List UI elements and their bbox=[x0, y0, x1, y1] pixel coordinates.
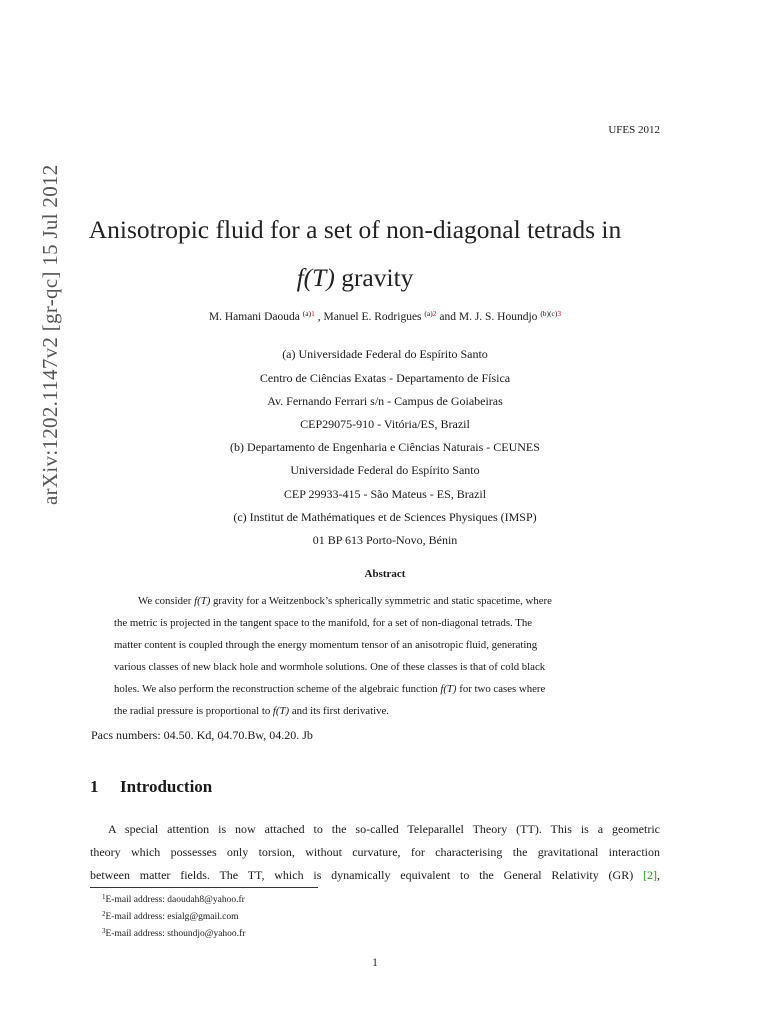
abstract-line bbox=[114, 679, 630, 701]
abstract-text: for two cases where bbox=[456, 682, 546, 695]
author-2-name: , Manuel E. Rodrigues bbox=[317, 311, 422, 323]
abstract-text: and its first derivative. bbox=[289, 704, 389, 717]
abstract-math: f(T) bbox=[194, 595, 211, 607]
affiliation-line: (a) Universidade Federal do Espírito Santo bbox=[282, 347, 488, 361]
abstract-math: f(T) bbox=[272, 704, 290, 717]
footnote bbox=[102, 924, 245, 941]
paper-title-line-2 bbox=[60, 263, 650, 293]
body-line: A special attention is now attached to the so-called Teleparallel Theory (TT). This is a geometric bbox=[108, 822, 660, 836]
body-line bbox=[90, 864, 660, 887]
abstract-body bbox=[114, 591, 630, 722]
author-1-footnote-mark[interactable]: 1 bbox=[311, 309, 315, 318]
author-list bbox=[60, 309, 710, 323]
abstract-text: holes. We also perform the reconstruction scheme of the algebraic function bbox=[114, 682, 441, 695]
author-1-name: M. Hamani Daouda bbox=[208, 311, 300, 323]
abstract-text: gravity for a Weitzenbock’s spherically symmetric and static spacetime, where bbox=[210, 595, 552, 607]
author-2-marks bbox=[424, 309, 436, 318]
author-2-affil: (a) bbox=[424, 309, 433, 318]
abstract-line bbox=[114, 701, 630, 723]
body-text: between matter fields. The TT, which is dynamically equivalent to the General Relativity (GR) bbox=[90, 867, 643, 882]
footnote-rule bbox=[90, 887, 318, 888]
author-3-affil: (b)(c) bbox=[540, 309, 558, 318]
page-number: 1 bbox=[372, 957, 378, 969]
footnote-text: E-mail address: esialg@gmail.com bbox=[105, 912, 239, 922]
abstract-line: various classes of new black hole and wormhole solutions. One of these classes is that of cold black bbox=[114, 660, 546, 673]
author-1-marks bbox=[303, 309, 315, 318]
abstract-math: f(T) bbox=[440, 682, 457, 695]
affiliation-line: Centro de Ciências Exatas - Departamento de Física bbox=[259, 371, 511, 385]
affiliation-line: (c) Institut de Mathématiques et de Sciences Physiques (IMSP) bbox=[233, 510, 537, 524]
footnote-number: 2 bbox=[102, 910, 106, 918]
arxiv-sidebar-stamp: arXiv:1202.1147v2 [gr-qc] 15 Jul 2012 bbox=[38, 164, 62, 505]
affiliation-line: 01 BP 613 Porto-Novo, Bénin bbox=[312, 533, 458, 547]
footnote-text: E-mail address: sthoundjo@yahoo.fr bbox=[105, 929, 246, 939]
section-heading bbox=[90, 777, 212, 797]
pacs-numbers: Pacs numbers: 04.50. Kd, 04.70.Bw, 04.20. Jb bbox=[91, 728, 313, 742]
footnote-text: E-mail address: daoudah8@yahoo.fr bbox=[105, 895, 245, 905]
abstract-line bbox=[138, 591, 630, 613]
author-1-affil: (a) bbox=[302, 309, 312, 318]
affiliation-line: Av. Fernando Ferrari s/n - Campus de Goiabeiras bbox=[267, 394, 503, 408]
running-header: UFES 2012 bbox=[608, 124, 660, 136]
abstract-text: the radial pressure is proportional to bbox=[114, 704, 273, 717]
body-line: theory which possesses only torsion, without curvature, for characterising the gravitational interaction bbox=[90, 844, 660, 859]
affiliation-line: CEP29075-910 - Vitória/ES, Brazil bbox=[300, 417, 470, 431]
citation-link[interactable]: [2] bbox=[643, 867, 657, 882]
author-3-footnote-mark[interactable]: 3 bbox=[557, 309, 562, 318]
introduction-paragraph bbox=[90, 818, 660, 886]
affiliation-line: CEP 29933-415 - São Mateus - ES, Brazil bbox=[283, 487, 487, 501]
title-math: f(T) bbox=[296, 263, 335, 292]
footnote-number: 3 bbox=[102, 927, 106, 935]
body-text: , bbox=[657, 867, 660, 882]
author-3-marks bbox=[540, 309, 561, 318]
paper-title-line-1: Anisotropic fluid for a set of non-diagonal tetrads in bbox=[88, 215, 622, 244]
abstract-line: the metric is projected in the tangent space to the manifold, for a set of non-diagonal tetrads. The bbox=[114, 616, 533, 629]
abstract-heading: Abstract bbox=[364, 568, 406, 580]
title-text: gravity bbox=[334, 263, 414, 292]
abstract-line: matter content is coupled through the energy momentum tensor of an anisotropic fluid, generating bbox=[114, 638, 538, 651]
abstract-text: We consider bbox=[138, 595, 195, 607]
section-title: Introduction bbox=[120, 777, 213, 796]
footnote-number: 1 bbox=[102, 893, 106, 901]
author-3-name: and M. J. S. Houndjo bbox=[439, 311, 538, 323]
affiliation-line: Universidade Federal do Espírito Santo bbox=[290, 463, 480, 477]
footnote bbox=[102, 907, 245, 924]
footnotes bbox=[102, 890, 245, 941]
footnote bbox=[102, 890, 245, 907]
affiliation-line: (b) Departamento de Engenharia e Ciências Naturais - CEUNES bbox=[230, 440, 540, 454]
section-number: 1 bbox=[90, 777, 99, 796]
author-2-footnote-mark[interactable]: 2 bbox=[432, 309, 437, 318]
